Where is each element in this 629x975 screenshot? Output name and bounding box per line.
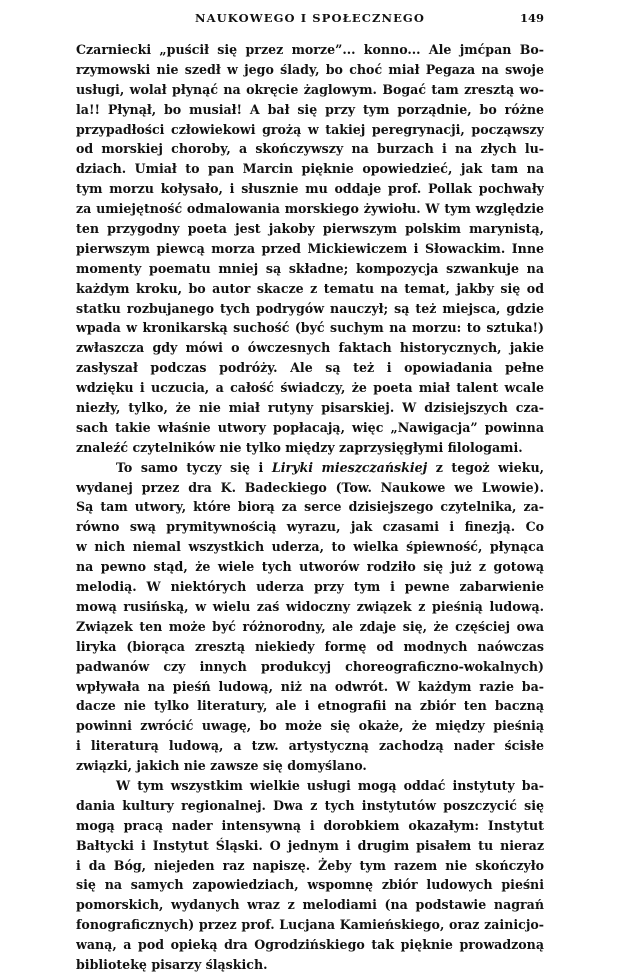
text-line: związki, jakich nie zawsze się domyślano.	[76, 758, 367, 774]
text-line: wydanej przez dra K. Badeckiego (Tow. Naukowe we Lwowie).	[76, 479, 544, 495]
book-title-italic: Liryki mieszczańskiej	[271, 459, 428, 475]
text-line: każdym kroku, bo autor skacze z tematu na temat, jakby się od	[76, 280, 544, 296]
text-line: na pewno stąd, że wiele tych utworów rodziło się już z gotową	[76, 559, 544, 575]
text-line: zasłyszał podczas podróży. Ale są też i opowiadania pełne	[76, 360, 544, 376]
paragraph-2	[76, 458, 544, 776]
text-line: przypadłości człowiekowi grożą w takiej peregrynacji, począwszy	[76, 121, 544, 137]
text-line: sach takie właśnie utwory popłacają, więc „Nawigacja” powinna	[76, 419, 544, 435]
text-line: ten przygodny poeta jest jakoby pierwszym polskim marynistą,	[76, 221, 544, 237]
text-line: waną, a pod opieką dra Ogrodzińskiego tak pięknie prowadzoną	[76, 937, 544, 953]
text-line: Związek ten może być różnorodny, ale zdaje się, że częściej owa	[76, 618, 544, 634]
text-line: niezły, tylko, że nie miał rutyny pisarskiej. W dzisiejszych cza-	[76, 400, 544, 416]
text-line: usługi, wolał płynąć na okręcie żaglowym. Bogać tam zresztą wo-	[76, 81, 544, 97]
text-line: równo swą prymitywnością wyrazu, jak czasami i finezją. Co	[76, 519, 544, 535]
text-line: Bałtycki i Instytut Śląski. O jednym i drugim pisałem tu nieraz	[76, 837, 544, 853]
text-line: w nich niemal wszystkich uderza, to wielka śpiewność, płynąca	[76, 539, 544, 555]
text-line: się na samych zapowiedziach, wspomnę zbiór ludowych pieśni	[76, 877, 544, 893]
text-line: wdzięku i uczucia, a całość świadczy, że poeta miał talent wcale	[76, 380, 544, 396]
text-line: dania kultury regionalnej. Dwa z tych instytutów poszczycić się	[76, 797, 544, 813]
text-run: z tegoż wieku,	[427, 459, 544, 475]
text-line: dziach. Umiał to pan Marcin pięknie opowiedzieć, jak tam na	[76, 161, 544, 177]
text-line: wpada w kronikarską suchość (być suchym na morzu: to sztuka!)	[76, 320, 544, 336]
text-line: wpływała na pieśń ludową, niż na odwrót. W każdym razie ba-	[76, 678, 544, 694]
text-line: rzymowski nie szedł w jego ślady, bo choć miał Pegaza na swoje	[76, 61, 544, 77]
text-line: la!! Płynął, bo musiał! A bał się przy tym porządnie, bo różne	[76, 101, 544, 117]
text-line: liryka (biorąca zresztą niekiedy formę od modnych naówczas	[76, 638, 544, 654]
page-header	[76, 11, 544, 31]
text-line: Czarniecki „puścił się przez morze”... konno... Ale jmćpan Bo-	[76, 42, 544, 57]
text-line: padwanów czy innych produkcyj choreograficzno-wokalnych)	[76, 658, 544, 674]
text-line: fonograficznych) przez prof. Lucjana Kamieńskiego, oraz zainicjo-	[76, 917, 544, 933]
paragraph-1	[76, 40, 544, 458]
running-title: NAUKOWEGO I SPOŁECZNEGO	[195, 11, 425, 25]
text-line: dacze nie tylko literatury, ale i etnografii na zbiór ten baczną	[76, 698, 544, 714]
text-line: bibliotekę pisarzy śląskich.	[76, 956, 268, 972]
paragraph-3	[76, 776, 544, 975]
text-line: mogą pracą nader intensywną i dorobkiem okazałym: Instytut	[76, 817, 544, 833]
text-line: Są tam utwory, które biorą za serce dzisiejszego czytelnika, za-	[76, 499, 544, 515]
text-line: melodią. W niektórych uderza przy tym i pewne zabarwienie	[76, 579, 544, 595]
text-line: znaleźć czytelników nie tylko między zaprzysięgłymi filologami.	[76, 439, 523, 455]
text-line: powinni zwrócić uwagę, bo może się okaże, że między pieśnią	[76, 718, 544, 734]
text-line: zwłaszcza gdy mówi o ówczesnych faktach historycznych, jakie	[76, 340, 544, 356]
body-text	[76, 40, 544, 975]
text-run: To samo tyczy się i	[116, 459, 272, 475]
text-line: pomorskich, wydanych wraz z melodiami (na podstawie nagrań	[76, 897, 544, 913]
text-line-first	[76, 458, 544, 478]
text-line: momenty poematu mniej są składne; kompozycja szwankuje na	[76, 260, 544, 276]
text-line: W tym wszystkim wielkie usługi mogą oddać instytuty ba-	[116, 777, 544, 793]
text-line: za umiejętność odmalowania morskiego żywiołu. W tym względzie	[76, 201, 544, 217]
text-line: mową rusińską, w wielu zaś widoczny związek z pieśnią ludową.	[76, 598, 544, 614]
page-number: 149	[519, 11, 544, 25]
text-line: i literaturą ludową, a tzw. artystyczną zachodzą nader ścisłe	[76, 738, 544, 754]
text-line: i da Bóg, niejeden raz napiszę. Żeby tym razem nie skończyło	[76, 857, 544, 873]
text-line: tym morzu kołysało, i słusznie mu oddaje prof. Pollak pochwały	[76, 181, 544, 197]
text-line: pierwszym piewcą morza przed Mickiewiczem i Słowackim. Inne	[76, 240, 544, 256]
text-line: statku rozbujanego tych podrygów nauczył; są też miejsca, gdzie	[76, 300, 544, 316]
text-line: od morskiej choroby, a skończywszy na burzach i na złych lu-	[76, 141, 544, 157]
